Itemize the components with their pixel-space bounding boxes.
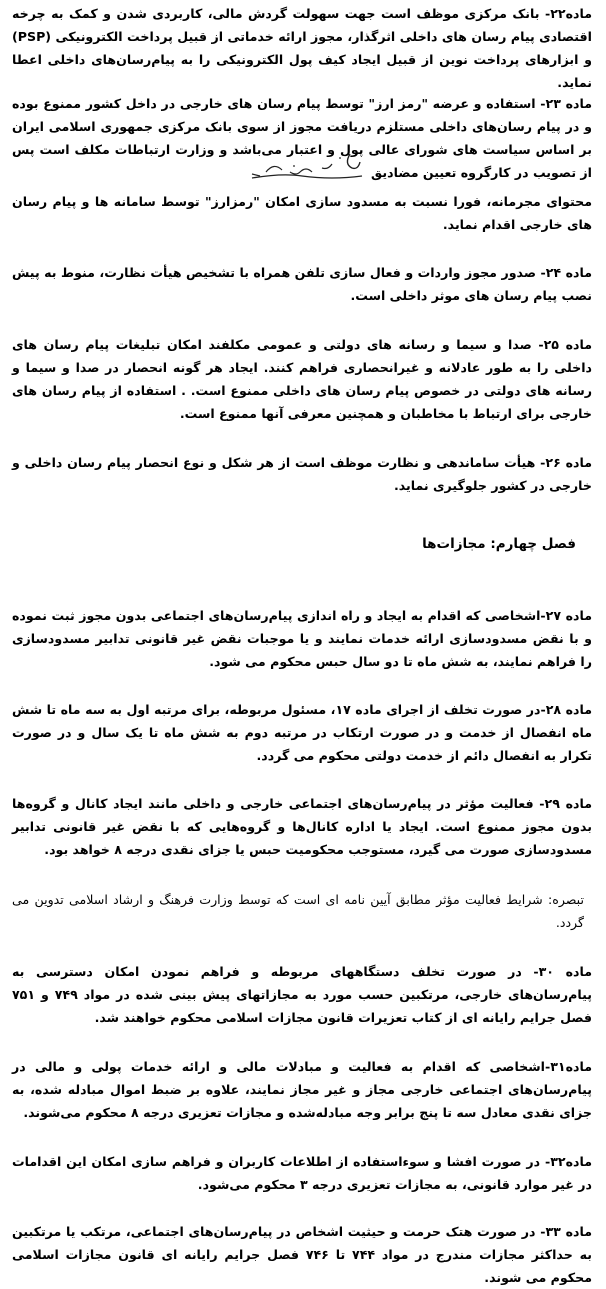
article-23: ماده ۲۳- استفاده و عرضه "رمز ارز" توسط پیام رسان های خارجی در داخل کشور ممنوع بوده و در پیام رسان‌های داخلی مستلزم دریافت مجوز از سوی بانک مرکزی جمهوری اسلامی ایران بر اساس سیاست های شورای عالی پول و اعتبار می‌باشد و وزارت ارتباطات مکلف است پس از تصویب در کارگروه تعیین مضادیق [12, 96, 593, 180]
article-33: ماده ۳۳- در صورت هتک حرمت و حیثیت اشخاص در پیام‌رسان‌های اجتماعی، مرتکب یا مرتکبین به حداکثر مجازات مندرج در مواد ۷۴۴ تا ۷۴۶ فصل جرایم رایانه ای قانون مجازات اسلامی محکوم می شوند. [12, 1224, 592, 1285]
article-27: ماده ۲۷-اشخاصی که اقدام به ایجاد و راه اندازی پیام‌رسان‌های اجتماعی بدون مجوز ثبت نموده و با نقض مسدودسازی ارائه خدمات نمایند و یا موجبات نقض غیر قانونی تدابیر مسدودسازی را فراهم نمایند، به شش ماه تا دو سال حبس محکوم می شود. [12, 608, 593, 669]
article-30: ماده ۳۰- در صورت تخلف دستگاههای مربوطه و فراهم نمودن امکان دسترسی به پیام‌رسان‌های خارجی، مرتکبین حسب مورد به مجازاتهای پیش بینی شده در مواد ۷۴۹ و ۷۵۱ فصل جرایم رایانه ای از کتاب تعزیرات قانون مجازات اسلامی محکوم خواهند شد. [12, 964, 592, 1025]
article-28: ماده ۲۸-در صورت تخلف از اجرای ماده ۱۷، مسئول مربوطه، برای مرتبه اول به سه ماه تا شش ماه انفصال از خدمت و در صورت ارتکاب در مرتبه دوم به شش ماه تا یک سال و در صورت تکرار به انفصال دائم از خدمت دولتی محکوم می گردد. [12, 702, 592, 763]
chapter-heading: فصل چهارم: مجازات‌ها [422, 536, 576, 552]
article-29-note: تبصره: شرایط فعالیت مؤثر مطابق آیین نامه ای است که توسط وزارت فرهنگ و ارشاد اسلامی تدوین می گردد. [12, 892, 584, 930]
article-31: ماده۳۱-اشخاصی که اقدام به فعالیت و مبادلات مالی و ارائه خدمات پولی و مالی در پیام‌رسان‌های اجتماعی خارجی مجاز و غیر مجاز نمایند، علاوه بر ضبط اموال مبادله شده، به جزای نقدی معادل سه تا پنج برابر وجه مبادله‌شده و مجازات تعزیری درجه ۸ محکوم می‌شوند. [12, 1059, 592, 1120]
article-22: ماده۲۲- بانک مرکزی موظف است جهت سهولت گردش مالی، کاربردی شدن و کمک به چرخه اقتصادی پیام رسان های داخلی اثرگذار، مجوز ارائه خدماتی از قبیل پرداخت الکترونیکی (PSP) و ابزارهای پرداخت نوین از قبیل ایجاد کیف پول الکترونیکی را به پیام‌رسان‌های داخلی اعطا نماید. [12, 6, 592, 90]
article-32: ماده۳۲- در صورت افشا و سوءاستفاده از اطلاعات کاربران و فراهم سازی امکان این اقدامات در غیر موارد قانونی، به مجازات تعزیری درجه ۳ محکوم می‌شود. [12, 1154, 592, 1192]
article-24: ماده ۲۴- صدور مجوز واردات و فعال سازی تلفن همراه با تشخیص هیأت نظارت، منوط به پیش نصب پیام رسان های موثر داخلی است. [12, 265, 592, 303]
article-25: ماده ۲۵- صدا و سیما و رسانه های دولتی و عمومی مکلفند امکان تبلیغات پیام رسان های داخلی را به طور عادلانه و غیرانحصاری فراهم کنند. ایجاد هر گونه انحصار در صدا و سیما و رسانه های دولتی در خصوص پیام رسان های داخلی ممنوع است. . استفاده از پیام رسان های خارجی برای ارتباط با مخاطبان و همچنین معرفی آنها ممنوع است. [12, 337, 592, 421]
article-26: ماده ۲۶- هیأت ساماندهی و نظارت موظف است از هر شکل و نوع انحصار پیام رسان داخلی و خارجی در کشور جلوگیری نماید. [12, 455, 593, 493]
handwritten-signature [232, 146, 372, 186]
article-29: ماده ۲۹- فعالیت مؤثر در پیام‌رسان‌های اجتماعی خارجی و داخلی مانند ایجاد کانال و گروه‌ها بدون مجوز ممنوع است. ایجاد یا اداره کانال‌ها و گروه‌هایی که با نقض غیر قانونی تدابیر مسدودسازی صورت می گیرد، مستوجب محکومیت حبس یا جزای نقدی درجه ۸ خواهد بود. [12, 796, 592, 857]
article-23-continued: محتوای مجرمانه، فورا نسبت به مسدود سازی امکان "رمزارز" توسط سامانه ها و پیام رسان های خارجی اقدام نماید. [12, 194, 592, 232]
